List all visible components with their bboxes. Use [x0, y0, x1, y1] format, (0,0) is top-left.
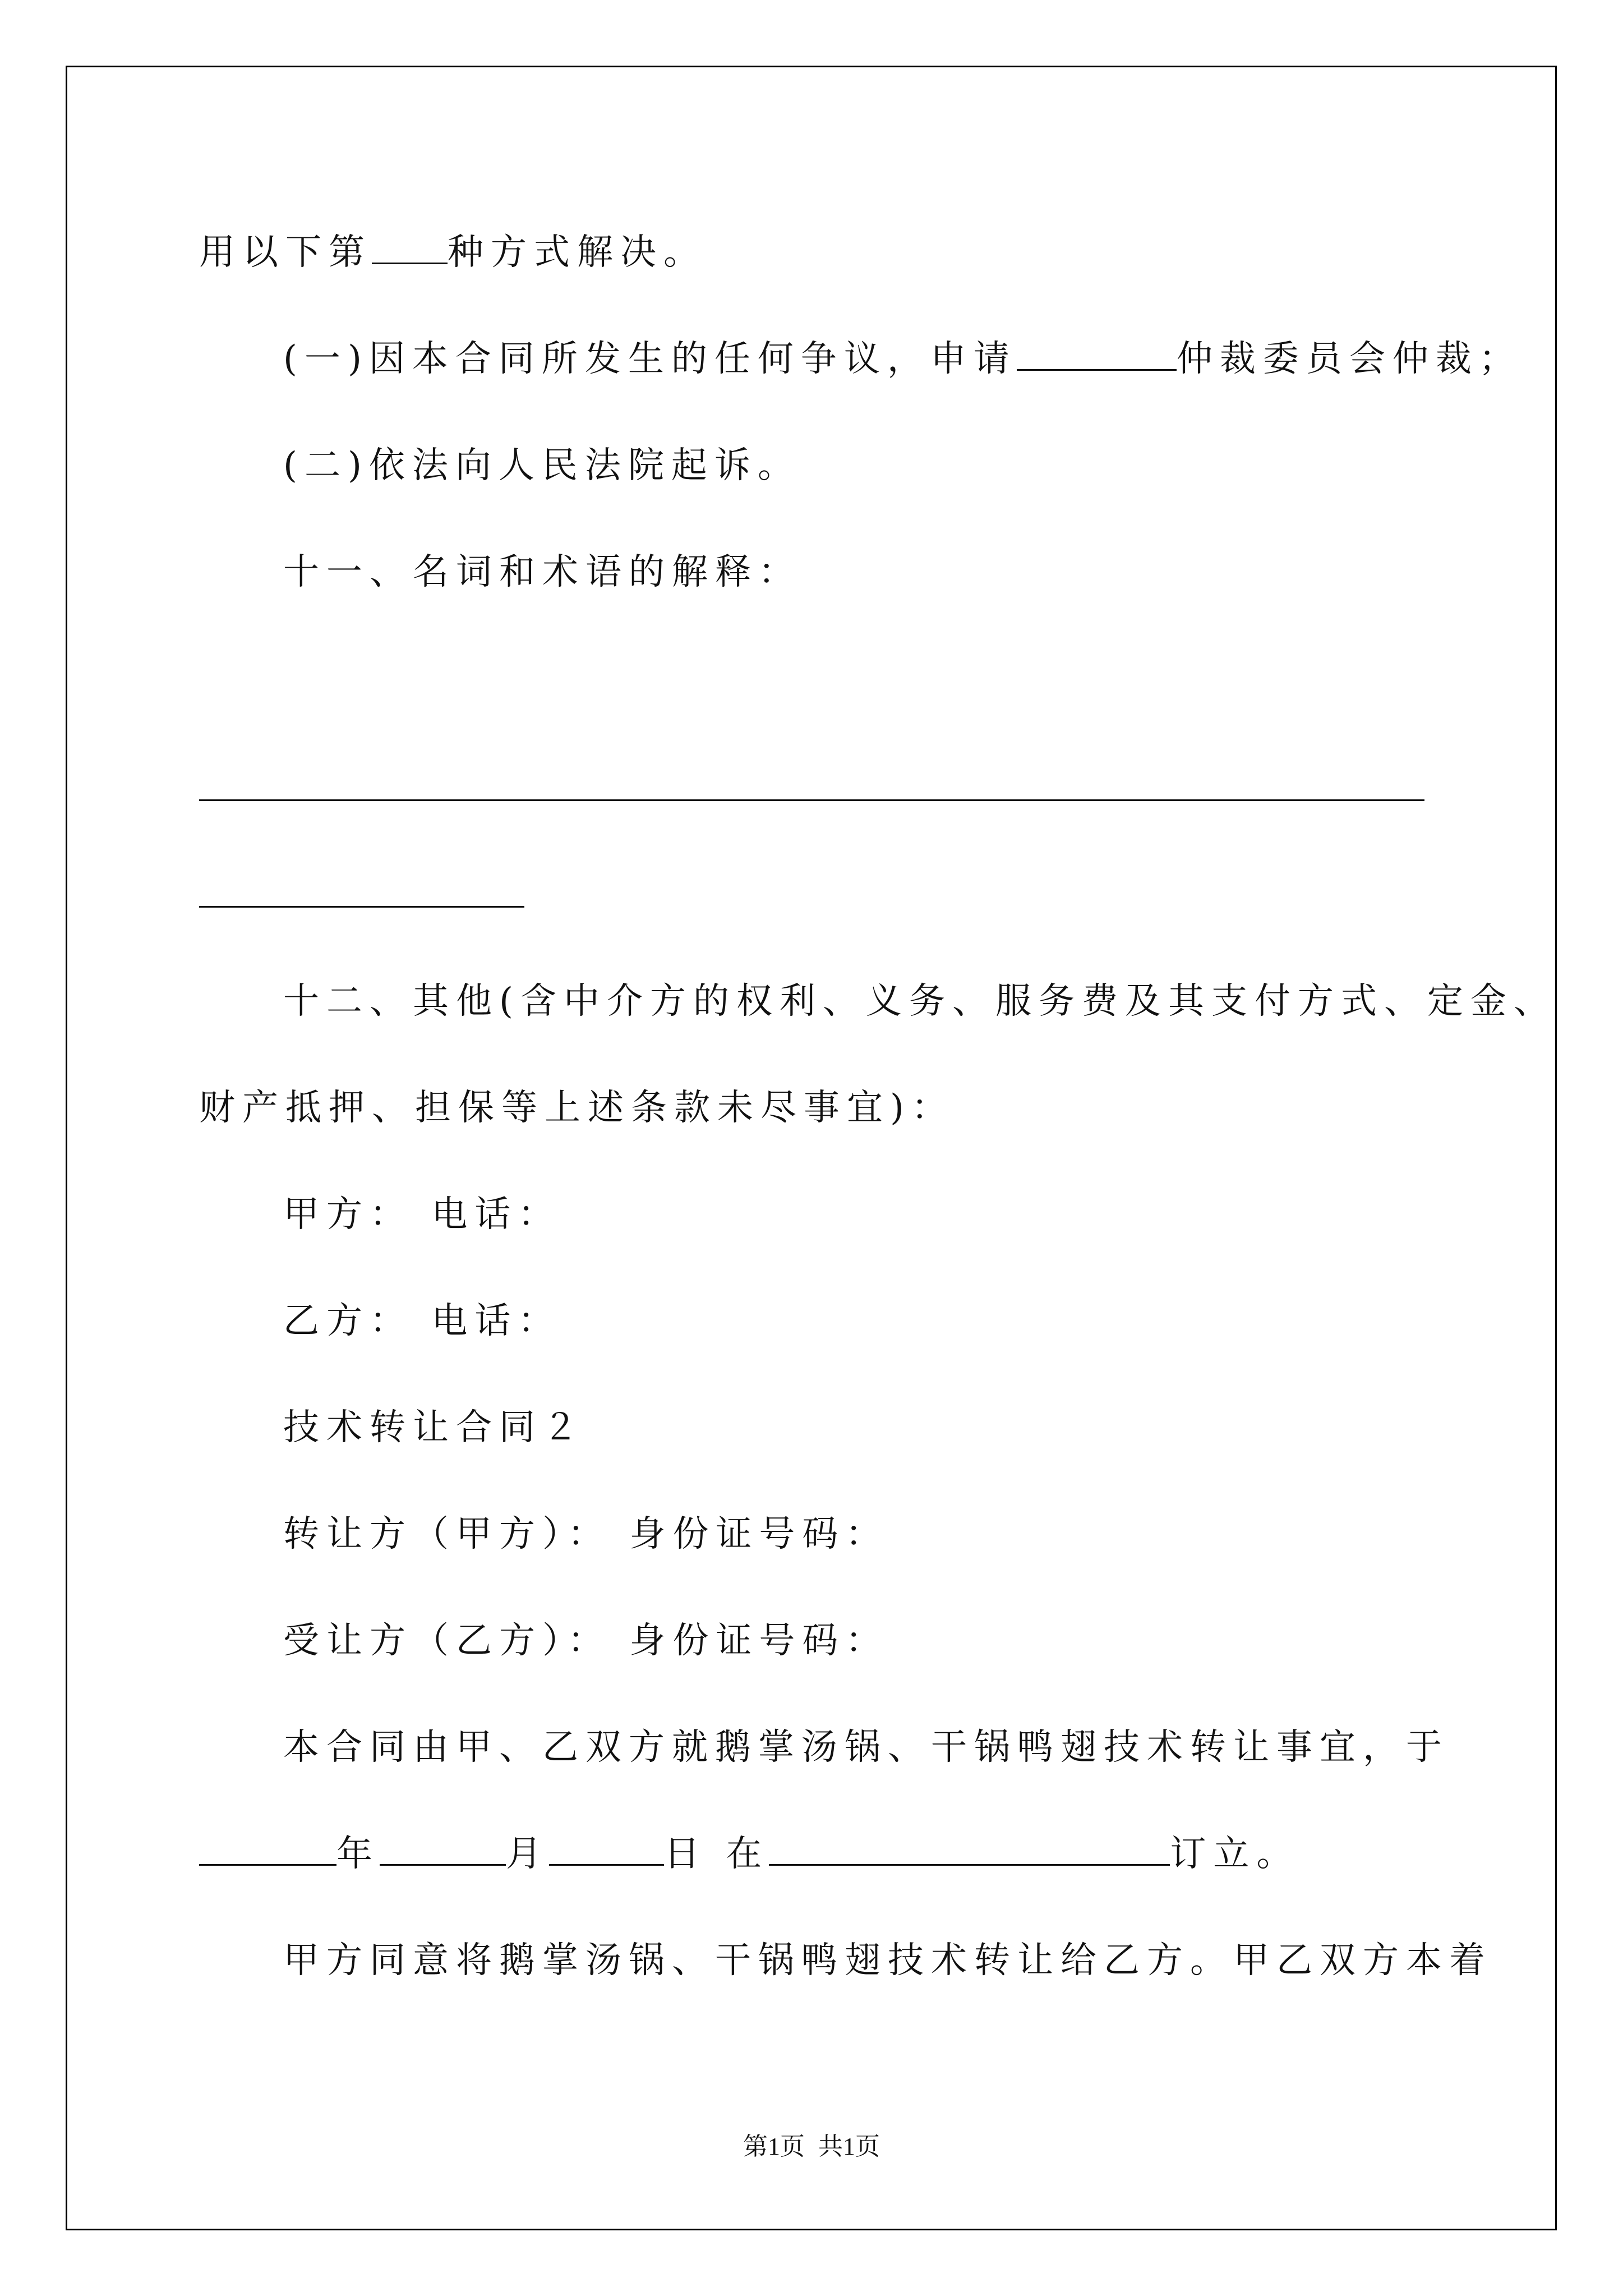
text-line-14: 甲方同意将鹅掌汤锅、干锅鸭翅技术转让给乙方。甲乙双方本着	[283, 1940, 1492, 1981]
blank-field	[769, 1832, 1170, 1866]
text-line-2: (一)因本合同所发生的任何争议，申请 仲裁委员会仲裁；	[0, 337, 1623, 381]
blank-field	[380, 1832, 506, 1866]
page-border	[66, 66, 1557, 2230]
page-number: 第1页	[743, 2133, 805, 2160]
blank-rule-long	[199, 799, 1424, 801]
blank-rule-short	[199, 906, 524, 908]
blank-field	[372, 230, 448, 264]
text-line-11: 受让方（乙方）： 身份证号码：	[283, 1620, 889, 1662]
text-line-10: 转让方（甲方）： 身份证号码：	[283, 1513, 889, 1555]
text-line-6: 财产抵押、担保等上述条款未尽事宜)：	[199, 1087, 955, 1129]
blank-field	[549, 1832, 664, 1866]
blank-field	[199, 1832, 336, 1866]
page-total: 共1页	[818, 2133, 880, 2160]
text-line-3: (二)依法向人民法院起诉。	[283, 445, 801, 486]
blank-field	[1017, 337, 1177, 371]
text-line-9: 技术转让合同２	[283, 1407, 585, 1448]
text-line-12: 本合同由甲、乙双方就鹅掌汤锅、干锅鸭翅技术转让事宜，于	[283, 1727, 1449, 1768]
text-line-8: 乙方： 电话：	[283, 1300, 561, 1342]
text-line-5: 十二、其他(含中介方的权利、义务、服务费及其支付方式、定金、	[283, 981, 1557, 1022]
text-line-4: 十一、名词和术语的解释：	[283, 551, 801, 593]
text-line-1: 用以下第 种方式解决。	[0, 230, 1623, 275]
text-line-7: 甲方： 电话：	[283, 1194, 561, 1235]
page-footer	[0, 2126, 1623, 2162]
text-line-13: 年 月 日 在 订立。	[0, 1832, 1623, 1876]
